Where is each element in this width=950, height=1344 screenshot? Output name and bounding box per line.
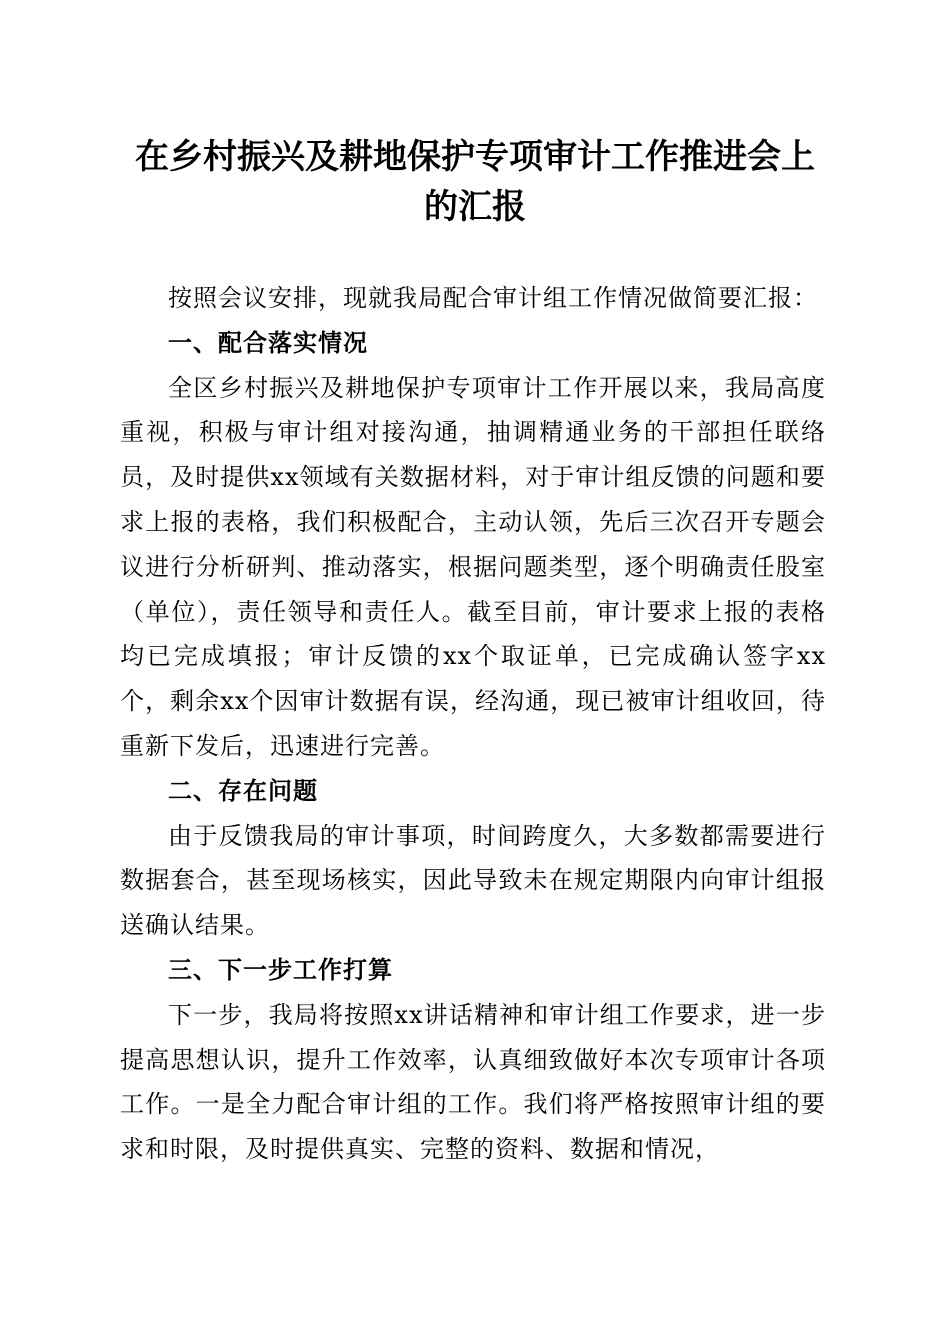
- section-paragraph-1: 全区乡村振兴及耕地保护专项审计工作开展以来，我局高度重视，积极与审计组对接沟通，抽调精通业务的干部担任联络员，及时提供xx领域有关数据材料，对于审计组反馈的问题和要求上报的表格，我们积极配合，主动认领，先后三次召开专题会议进行分析研判、推动落实，根据问题类型，逐个明确责任股室（单位），责任领导和责任人。截至目前，审计要求上报的表格均已完成填报；审计反馈的xx个取证单，已完成确认签字xx个，剩余xx个因审计数据有误，经沟通，现已被审计组收回，待重新下发后，迅速进行完善。: [120, 373, 826, 760]
- section-heading-3: 三、下一步工作打算: [168, 955, 393, 984]
- document-title: [100, 132, 850, 232]
- document-body: [120, 276, 826, 1172]
- section-heading-2: 二、存在问题: [168, 776, 318, 805]
- section-paragraph-2: 由于反馈我局的审计事项，时间跨度久，大多数都需要进行数据套合，甚至现场核实，因此导致未在规定期限内向审计组报送确认结果。: [120, 821, 826, 940]
- section-paragraph-3: 下一步，我局将按照xx讲话精神和审计组工作要求，进一步提高思想认识，提升工作效率，认真细致做好本次专项审计各项工作。一是全力配合审计组的工作。我们将严格按照审计组的要求和时限，及时提供真实、完整的资料、数据和情况，: [120, 1000, 826, 1164]
- section-heading-1: 一、配合落实情况: [168, 328, 368, 357]
- title-line-1: 在乡村振兴及耕地保护专项审计工作推进会上: [135, 137, 815, 177]
- title-line-2: 的汇报: [424, 187, 526, 227]
- intro-paragraph: 按照会议安排，现就我局配合审计组工作情况做简要汇报：: [168, 284, 818, 312]
